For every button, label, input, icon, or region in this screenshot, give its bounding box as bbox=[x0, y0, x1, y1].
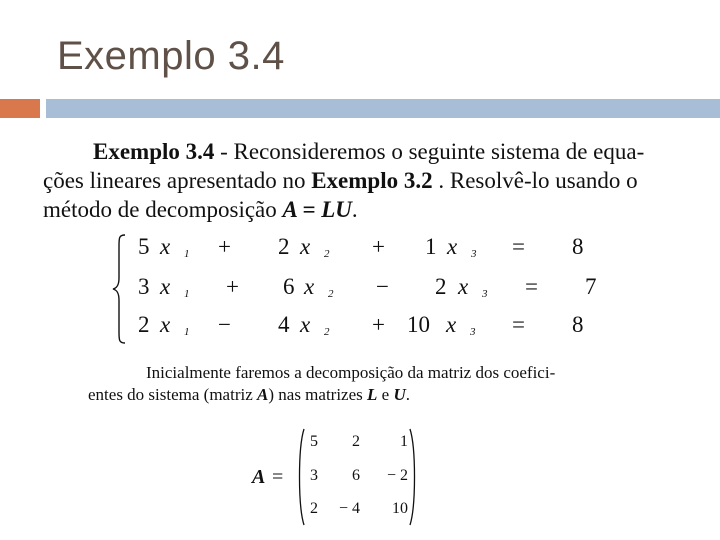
matrix-cell: 1 bbox=[400, 433, 408, 450]
coefficient: 4 bbox=[278, 312, 290, 337]
matrix-symbol-U: U bbox=[393, 385, 406, 404]
rhs-value: 8 bbox=[572, 312, 584, 337]
rhs-value: 8 bbox=[572, 234, 584, 259]
note-text: e bbox=[377, 385, 394, 404]
example-ref: Exemplo 3.4 bbox=[93, 139, 215, 164]
matrix-cell: 2 bbox=[352, 433, 360, 450]
coefficient: 6 bbox=[283, 274, 295, 299]
variable-x1: x 1 bbox=[160, 274, 190, 300]
equation-row bbox=[0, 272, 720, 302]
variable-subscript: 2 bbox=[328, 288, 334, 300]
example-ref: Exemplo 3.2 bbox=[311, 168, 433, 193]
coefficient: 2 bbox=[278, 234, 290, 259]
decomposition-note bbox=[88, 362, 648, 406]
intro-text: . Resolvê-lo usando o bbox=[432, 168, 638, 193]
variable-subscript: 3 bbox=[482, 288, 488, 300]
operator: + bbox=[372, 234, 385, 259]
matrix-cell: − 2 bbox=[386, 467, 408, 484]
intro-text: método de decomposição bbox=[43, 197, 283, 222]
coefficient: 3 bbox=[138, 274, 150, 299]
matrix-symbol-A: A bbox=[257, 385, 269, 404]
variable-subscript: 1 bbox=[184, 326, 190, 338]
operator: + bbox=[226, 274, 239, 299]
variable-x1: x 1 bbox=[160, 234, 190, 260]
note-text: . bbox=[405, 385, 410, 404]
intro-line-2 bbox=[43, 166, 703, 195]
note-text: ) nas matrizes bbox=[268, 385, 368, 404]
matrix-symbol-L: L bbox=[367, 385, 378, 404]
matrix-cell: 2 bbox=[310, 500, 318, 517]
variable-subscript: 2 bbox=[324, 326, 330, 338]
matrix-cell: 3 bbox=[310, 467, 318, 484]
matrix-cell: 5 bbox=[310, 433, 318, 450]
matrix-cell: 10 bbox=[392, 500, 408, 517]
coefficient: 2 bbox=[435, 274, 447, 299]
variable-x3: x 3 bbox=[458, 274, 488, 300]
intro-text: . bbox=[351, 197, 358, 222]
matrix-cell: − 4 bbox=[338, 500, 360, 517]
intro-text: - Reconsideremos o seguinte sistema de equa- bbox=[214, 139, 645, 164]
method-formula: A = LU bbox=[282, 197, 352, 222]
variable-x1: x 1 bbox=[160, 312, 190, 338]
intro-text: ções lineares apresentado no bbox=[43, 168, 312, 193]
variable-subscript: 2 bbox=[324, 248, 330, 260]
accent-bar-blue bbox=[46, 99, 720, 118]
variable-subscript: 1 bbox=[184, 248, 190, 260]
equals-sign: = bbox=[512, 312, 525, 337]
intro-line-3 bbox=[43, 195, 703, 224]
variable-subscript: 3 bbox=[471, 248, 477, 260]
note-text: entes do sistema (matriz bbox=[88, 385, 258, 404]
variable-subscript: 3 bbox=[470, 326, 476, 338]
operator: + bbox=[372, 312, 385, 337]
equals-sign: = bbox=[525, 274, 538, 299]
equation-row bbox=[0, 232, 720, 262]
operator: + bbox=[218, 234, 231, 259]
equation-row bbox=[0, 310, 720, 340]
slide-title: Exemplo 3.4 bbox=[57, 34, 285, 78]
accent-bar-orange bbox=[0, 99, 40, 118]
operator: − bbox=[376, 274, 389, 299]
variable-x3: x 3 bbox=[447, 234, 477, 260]
coefficient: 2 bbox=[138, 312, 150, 337]
matrix-cell: 6 bbox=[352, 467, 360, 484]
variable-x2: x 2 bbox=[300, 234, 330, 260]
variable-subscript: 1 bbox=[184, 288, 190, 300]
coefficient: 5 bbox=[138, 234, 150, 259]
matrix-equals: = bbox=[272, 466, 284, 488]
matrix-label: A bbox=[252, 466, 266, 488]
variable-x2: x 2 bbox=[304, 274, 334, 300]
operator: − bbox=[218, 312, 231, 337]
equals-sign: = bbox=[512, 234, 525, 259]
intro-line-1 bbox=[43, 137, 703, 166]
coefficient: 1 bbox=[425, 234, 437, 259]
rhs-value: 7 bbox=[585, 274, 597, 299]
matrix-right-paren bbox=[408, 428, 418, 526]
note-line-2 bbox=[88, 384, 648, 406]
variable-x3: x 3 bbox=[446, 312, 476, 338]
variable-x2: x 2 bbox=[300, 312, 330, 338]
coefficient: 10 bbox=[407, 312, 430, 337]
note-line-1: Inicialmente faremos a decomposição da matriz dos coefici- bbox=[146, 363, 556, 382]
intro-paragraph bbox=[43, 137, 703, 224]
